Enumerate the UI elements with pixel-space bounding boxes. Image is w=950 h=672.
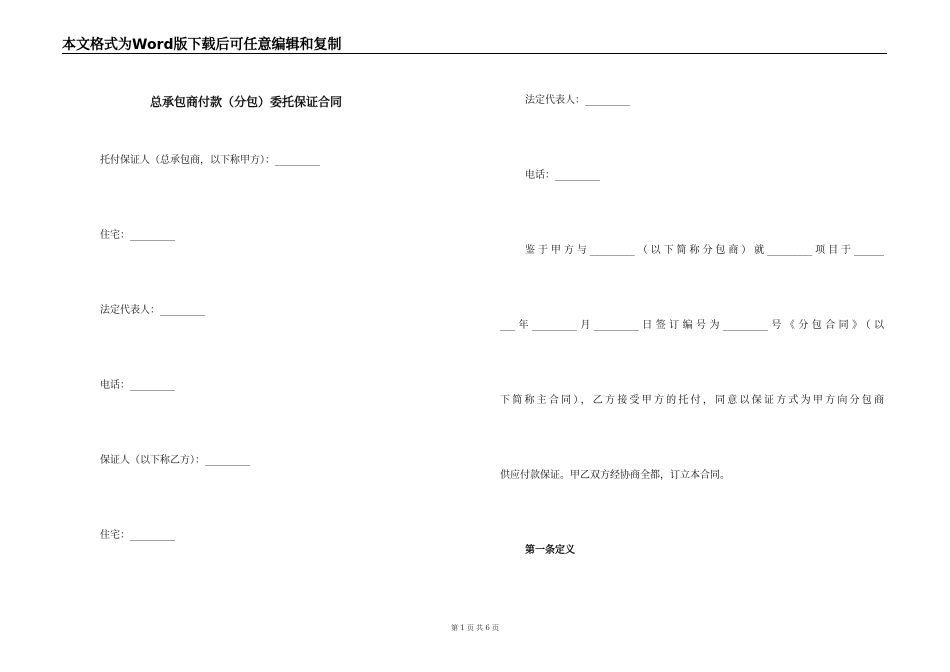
party-b-phone-line: 电话：_________ <box>525 170 600 181</box>
party-a-address-line: 住宅：_________ <box>100 230 175 241</box>
page-number: 第 1 页 共 6 页 <box>450 624 500 632</box>
party-b-representative-line: 法定代表人：_________ <box>525 95 630 106</box>
article-one-heading: 第一条定义 <box>525 545 575 556</box>
header-divider <box>62 53 887 54</box>
guarantor-line: 保证人（以下称乙方）：_________ <box>100 455 250 466</box>
document-banner: 本文格式为Word版下载后可任意编辑和复制 <box>62 37 342 53</box>
preamble-line-3: 下简称主合同），乙方接受甲方的托付，同意以保证方式为甲方向分包商 <box>500 395 884 406</box>
document-title: 总承包商付款（分包）委托保证合同 <box>150 95 343 109</box>
party-a-phone-line: 电话：_________ <box>100 380 175 391</box>
preamble-line-2: ___年_________月_________日签订编号为_________号《分包合同》（以 <box>500 320 884 331</box>
preamble-line-1: 鉴于甲方与_________（以下简称分包商）就_________项目于______ <box>525 245 884 256</box>
party-a-representative-line: 法定代表人：_________ <box>100 305 205 316</box>
preamble-line-4: 供应付款保证。甲乙双方经协商全都，订立本合同。 <box>500 470 730 481</box>
entrusting-guarantor-line: 托付保证人（总承包商，以下称甲方）：_________ <box>100 155 320 166</box>
party-b-address-line: 住宅：_________ <box>100 530 175 541</box>
